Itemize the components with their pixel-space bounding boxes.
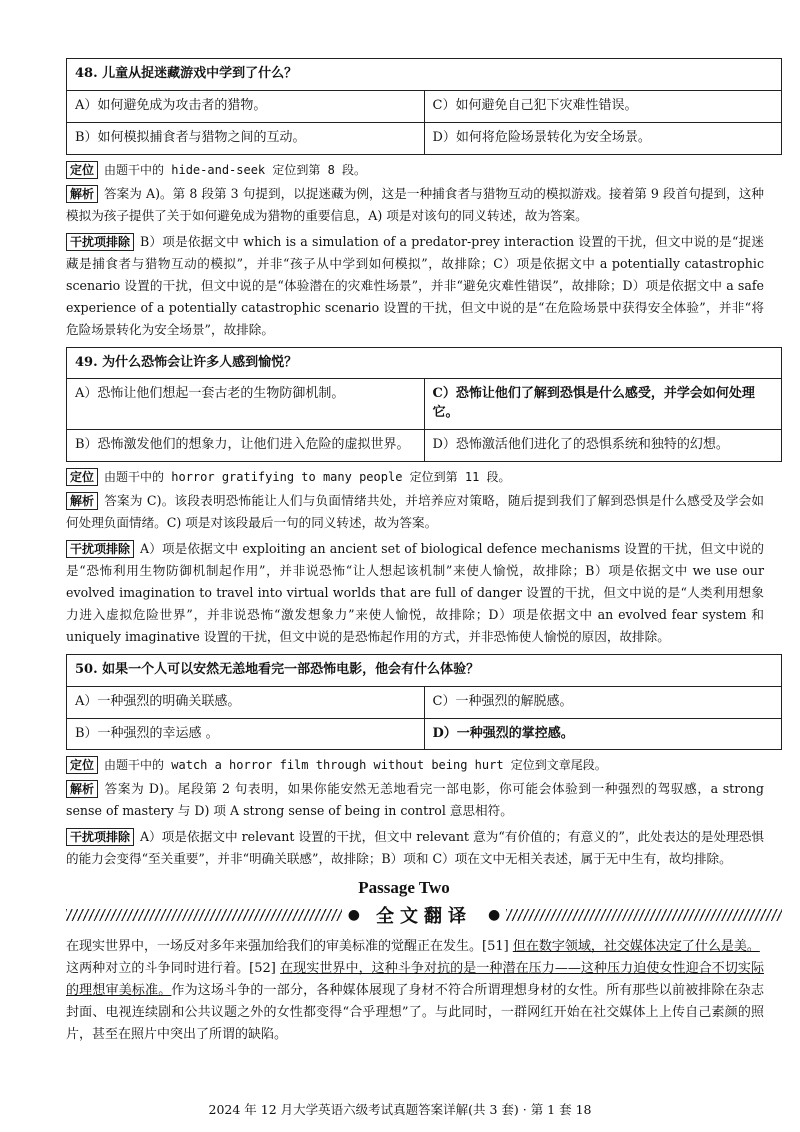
question-49-option-b: B）恐怖激发他们的想象力，让他们进入危险的虚拟世界。 [67, 430, 425, 462]
locate-tag: 定位 [66, 468, 98, 486]
question-49-analysis [44, 490, 764, 534]
question-49-distractor-text: A）项是依据文中 exploiting an ancient set of biological defence mechanisms 设置的干扰，但文中说的是“恐怖利用生物防御机制起作用”，并非说恐怖“让人想起该机制”来使人愉悦，故排除；B）项是依据文中 we use our evolved imagination to travel into virtual worlds that are full of danger 设置的干扰，但文中说的是“人类利用想象力进入虚拟危险世界”，并非说恐怖“激发想象力”来使人愉悦，故排除；D）项是依据文中 an evolved fear system 和 uniquely imaginative 设置的干扰，但文中说的是恐怖起作用的方式，并非恐怖使人愉悦的原因，故排除。 [66, 540, 764, 644]
question-49-analysis-text: 答案为 C)。该段表明恐怖能让人们与负面情绪共处，并培养应对策略，随后提到我们了解到恐惧是什么感受及学会如何处理负面情绪。C) 项是对该段最后一句的同义转述，故为答案。 [66, 492, 764, 530]
question-50-option-a: A）一种强烈的明确关联感。 [67, 686, 425, 718]
translation-p2-rest: 作为这场斗争的一部分，各种媒体展现了身材不符合所谓理想身材的女性。所有那些以前被排除在杂志封面、电视连续剧和公共议题之外的女性都变得“合乎理想”了。与此同时，一群网红开始在社交媒体上上传自己素颜的照片，甚至在照片中突出了所谓的缺陷。 [66, 983, 764, 1043]
locate-tag: 定位 [66, 756, 98, 774]
translation-paragraph-1 [66, 936, 764, 958]
translation-banner [66, 902, 782, 928]
question-48-locate [66, 159, 764, 181]
question-48-locate-text: 由题干中的 hide-and-seek 定位到第 8 段。 [104, 162, 367, 177]
translation-p2-text: 这两种对立的斗争同时进行着。[52] [66, 961, 281, 977]
translation-p1-underlined: 但在数字领域，社交媒体决定了什么是美。 [512, 939, 760, 955]
question-50-locate-text: 由题干中的 watch a horror film through without being hurt 定位到文章尾段。 [104, 758, 607, 773]
question-48-analysis [44, 183, 764, 227]
question-49-table [66, 347, 782, 462]
question-50-locate [66, 754, 764, 776]
question-50-table [66, 654, 782, 751]
hatch-left [66, 909, 342, 921]
question-48-distractor [44, 231, 764, 341]
question-50-distractor [44, 826, 764, 870]
question-49-option-c: C）恐怖让他们了解到恐惧是什么感受，并学会如何处理它。 [424, 379, 782, 430]
bullet-icon: ● [347, 907, 360, 924]
question-50-distractor-text: A）项是依据文中 relevant 设置的干扰，但文中 relevant 意为“有价值的；有意义的”，此处表达的是处理恐惧的能力会变得“至关重要”，并非“明确关联感”，故排除；B）项和 C）项在文中无相关表述，属于无中生有，故均排除。 [66, 829, 764, 867]
question-48-option-a: A）如何避免成为攻击者的猎物。 [67, 90, 425, 122]
question-48-option-d: D）如何将危险场景转化为安全场景。 [424, 122, 782, 154]
translation-p2-underlined: 在现实世界中，这种斗争对抗的是一种潜在压力——这种压力迫使女性迎合不切实际的理想审美标准。 [66, 961, 764, 999]
distractor-tag: 干扰项排除 [66, 540, 134, 558]
banner-title: 全文翻译 [376, 906, 472, 928]
question-48-option-c: C）如何避免自己犯下灾难性错误。 [424, 90, 782, 122]
page-footer: 2024 年 12 月大学英语六级考试真题答案详解(共 3 套) · 第 1 套 18 [208, 1102, 592, 1117]
analysis-tag: 解析 [66, 185, 98, 203]
distractor-tag: 干扰项排除 [66, 233, 134, 251]
question-50-analysis [44, 778, 764, 822]
question-48-table [66, 58, 782, 155]
top-spacer [44, 0, 764, 58]
question-50-stem: 50. 如果一个人可以安然无恙地看完一部恐怖电影，他会有什么体验？ [67, 654, 782, 686]
question-49-locate-text: 由题干中的 horror gratifying to many people 定位到第 11 段。 [104, 469, 511, 484]
question-49-locate [66, 466, 764, 488]
passage-title: Passage Two [358, 878, 450, 898]
question-48-analysis-text: 答案为 A)。第 8 段第 3 句提到，以捉迷藏为例，这是一种捕食者与猎物互动的模拟游戏。接着第 9 段首句提到，这种模拟为孩子提供了关于如何避免成为猎物的重要信息，A) 项是对该句的同义转述，故为答案。 [66, 185, 764, 223]
question-49-option-a: A）恐怖让他们想起一套古老的生物防御机制。 [67, 379, 425, 430]
question-50-analysis-text: 答案为 D)。尾段第 2 句表明，如果你能安然无恙地看完一部电影，你可能会体验到一种强烈的驾驭感，a strong sense of mastery 与 D) 项 A strong sense of being in control 意思相符。 [66, 781, 764, 819]
bullet-icon: ● [488, 907, 501, 924]
distractor-tag: 干扰项排除 [66, 828, 134, 846]
question-48-stem: 48. 儿童从捉迷藏游戏中学到了什么？ [67, 59, 782, 91]
question-49-distractor [44, 538, 764, 648]
translation-paragraph-2 [66, 958, 764, 1046]
locate-tag: 定位 [66, 161, 98, 179]
question-50-option-d: D）一种强烈的掌控感。 [424, 718, 782, 750]
hatch-right [506, 909, 782, 921]
question-49-stem: 49. 为什么恐怖会让许多人感到愉悦？ [67, 347, 782, 379]
question-50-option-b: B）一种强烈的幸运感 。 [67, 718, 425, 750]
translation-p1-text: 在现实世界中，一场反对多年来强加给我们的审美标准的觉醒正在发生。[51] [66, 939, 513, 955]
question-50-option-c: C）一种强烈的解脱感。 [424, 686, 782, 718]
analysis-tag: 解析 [66, 492, 98, 510]
question-48-option-b: B）如何模拟捕食者与猎物之间的互动。 [67, 122, 425, 154]
question-48-distractor-text: B）项是依据文中 which is a simulation of a predator-prey interaction 设置的干扰，但文中说的是“捉迷藏是捕食者与猎物互动的模拟”，并非“孩子从中学到如何模拟”，故排除；C）项是依据文中 a potentially catastrophic scenario 设置的干扰，但文中说的是“体验潜在的灾难性场景”，并非“避免灾难性错误”，故排除；D）项是依据文中 a safe experience of a potentially catastrophic scenario 设置的干扰，但文中说的是“在危险场景中获得安全体验”，并非“将危险场景转化为安全场景”，故排除。 [66, 233, 764, 337]
question-49-option-d: D）恐怖激活他们进化了的恐惧系统和独特的幻想。 [424, 430, 782, 462]
analysis-tag: 解析 [66, 780, 98, 798]
